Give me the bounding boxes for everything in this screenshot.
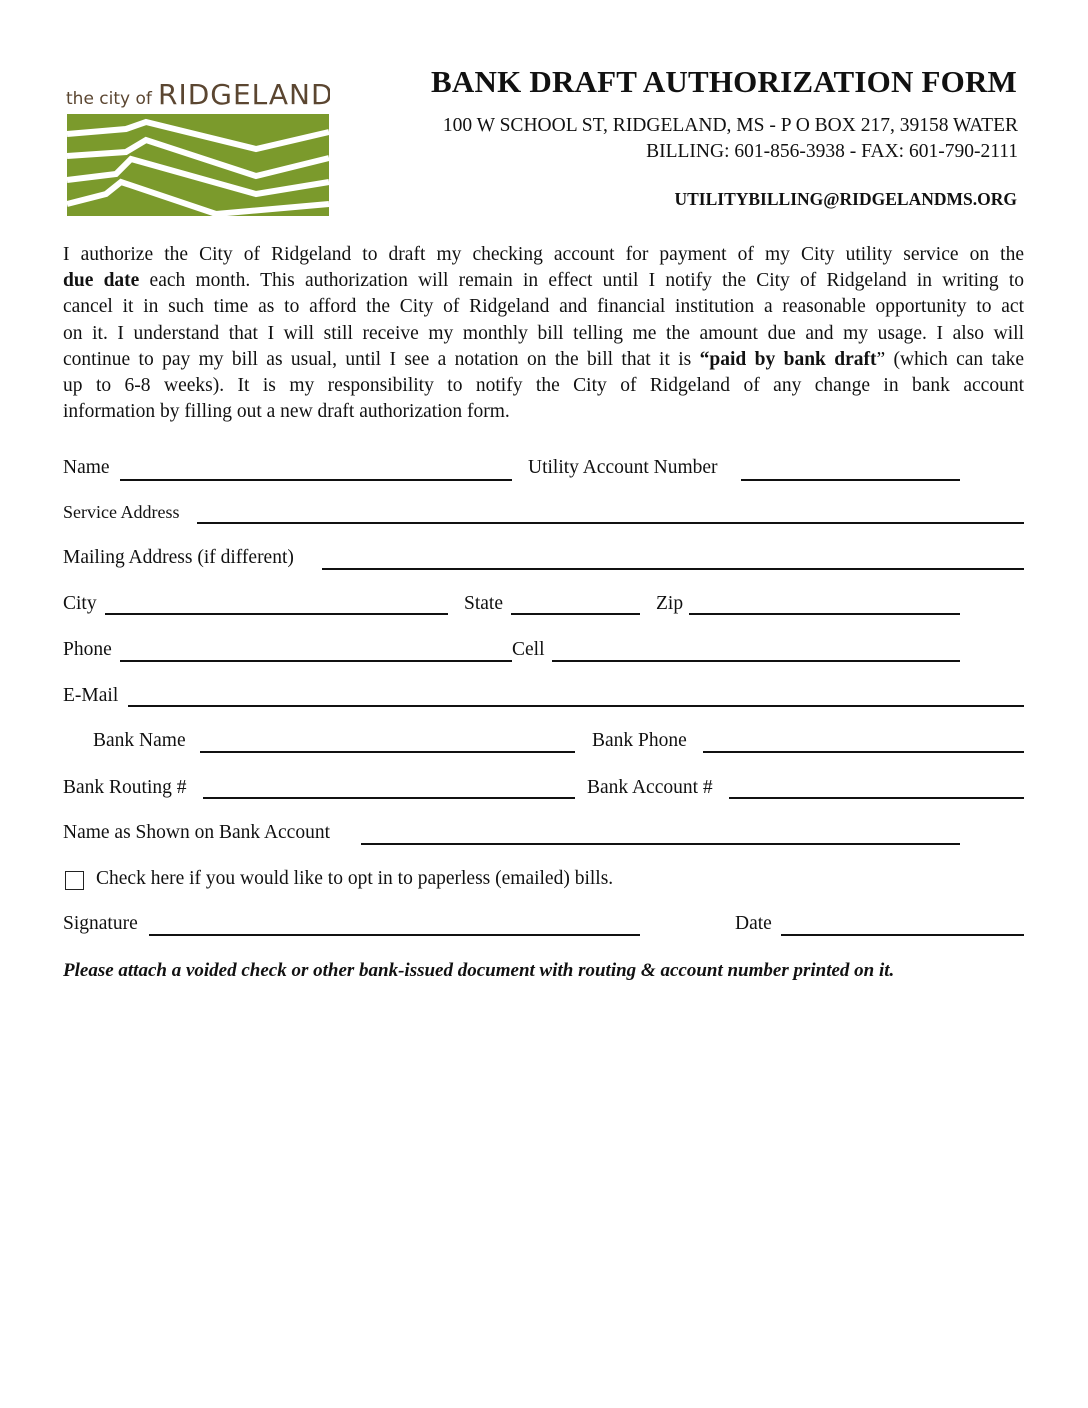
name-on-account-label: Name as Shown on Bank Account: [63, 822, 331, 843]
mailing-address-label: Mailing Address (if different): [63, 547, 294, 568]
state-field[interactable]: [511, 593, 640, 615]
zip-label: Zip: [656, 593, 684, 614]
phone-label: Phone: [63, 639, 112, 660]
state-label: State: [464, 593, 503, 614]
paragraph-text: continue to pay my bill as usual, until I see a notation on the bill that it is: [63, 348, 700, 370]
bank-name-field[interactable]: [200, 731, 575, 753]
bank-phone-field[interactable]: [703, 731, 1024, 753]
attachment-note: Please attach a voided check or other bank-issued document with routing & account number printed on it.: [63, 960, 895, 981]
name-field[interactable]: [120, 459, 512, 481]
date-label: Date: [735, 913, 772, 934]
phone-field[interactable]: [120, 640, 512, 662]
cell-field[interactable]: [552, 640, 960, 662]
paperless-checkbox[interactable]: [65, 871, 84, 890]
bank-account-label: Bank Account #: [587, 777, 713, 798]
bank-name-label: Bank Name: [93, 730, 186, 751]
city-label: City: [63, 593, 97, 614]
paragraph-line: up to 6-8 weeks). It is my responsibility to notify the City of Ridgeland of any change in bank account: [63, 375, 1024, 397]
bank-routing-field[interactable]: [203, 777, 575, 799]
paragraph-line: [63, 268, 1024, 294]
name-label: Name: [63, 457, 110, 478]
paragraph-line: I authorize the City of Ridgeland to draft my checking account for payment of my City utility service on the: [63, 244, 1024, 265]
email-field[interactable]: [128, 685, 1024, 707]
paperless-label: Check here if you would like to opt in to paperless (emailed) bills.: [96, 868, 614, 889]
email-label: E-Mail: [63, 685, 119, 706]
signature-field[interactable]: [149, 914, 640, 936]
date-field[interactable]: [781, 914, 1024, 936]
paragraph-line: cancel it in such time as to afford the City of Ridgeland and financial institution a reasonable opportunity to act: [63, 296, 1024, 318]
bank-account-field[interactable]: [729, 777, 1024, 799]
utility-account-field[interactable]: [741, 459, 960, 481]
paragraph-line: on it. I understand that I will still receive my monthly bill telling me the amount due and my usage. I also will: [63, 322, 1024, 344]
bank-routing-label: Bank Routing #: [63, 777, 187, 798]
paragraph-text: each month. This authorization will remain in effect until I notify the City of Ridgeland in writing to: [139, 270, 1024, 292]
due-date-emphasis: due date: [63, 270, 140, 292]
paragraph-text: ” (which can take: [876, 348, 1024, 370]
paragraph-line: information by filling out a new draft authorization form.: [63, 401, 510, 423]
authorization-paragraph: [63, 242, 1024, 425]
mailing-address-field[interactable]: [322, 548, 1024, 570]
signature-label: Signature: [63, 913, 138, 934]
svg-text:RIDGELAND: RIDGELAND: [158, 78, 330, 111]
cell-label: Cell: [512, 639, 545, 660]
name-on-account-field[interactable]: [361, 823, 960, 845]
service-address-label: Service Address: [63, 502, 180, 522]
zip-field[interactable]: [689, 593, 960, 615]
paragraph-line: [63, 347, 1024, 373]
paid-by-bank-draft-emphasis: “paid by bank draft: [699, 348, 877, 370]
svg-text:the city of: the city of: [66, 89, 152, 109]
city-field[interactable]: [105, 593, 448, 615]
service-address-field[interactable]: [197, 502, 1024, 524]
address-line-1: 100 W SCHOOL ST, RIDGELAND, MS - P O BOX 217, 39158 WATER: [442, 115, 1018, 136]
form-title: BANK DRAFT AUTHORIZATION FORM: [431, 64, 1017, 99]
city-of-ridgeland-logo: [66, 74, 330, 218]
address-line-2: BILLING: 601-856-3938 - FAX: 601-790-2111: [646, 141, 1018, 162]
bank-phone-label: Bank Phone: [592, 730, 687, 751]
utility-account-label: Utility Account Number: [528, 457, 718, 478]
contact-email: UTILITYBILLING@RIDGELANDMS.ORG: [674, 189, 1017, 209]
